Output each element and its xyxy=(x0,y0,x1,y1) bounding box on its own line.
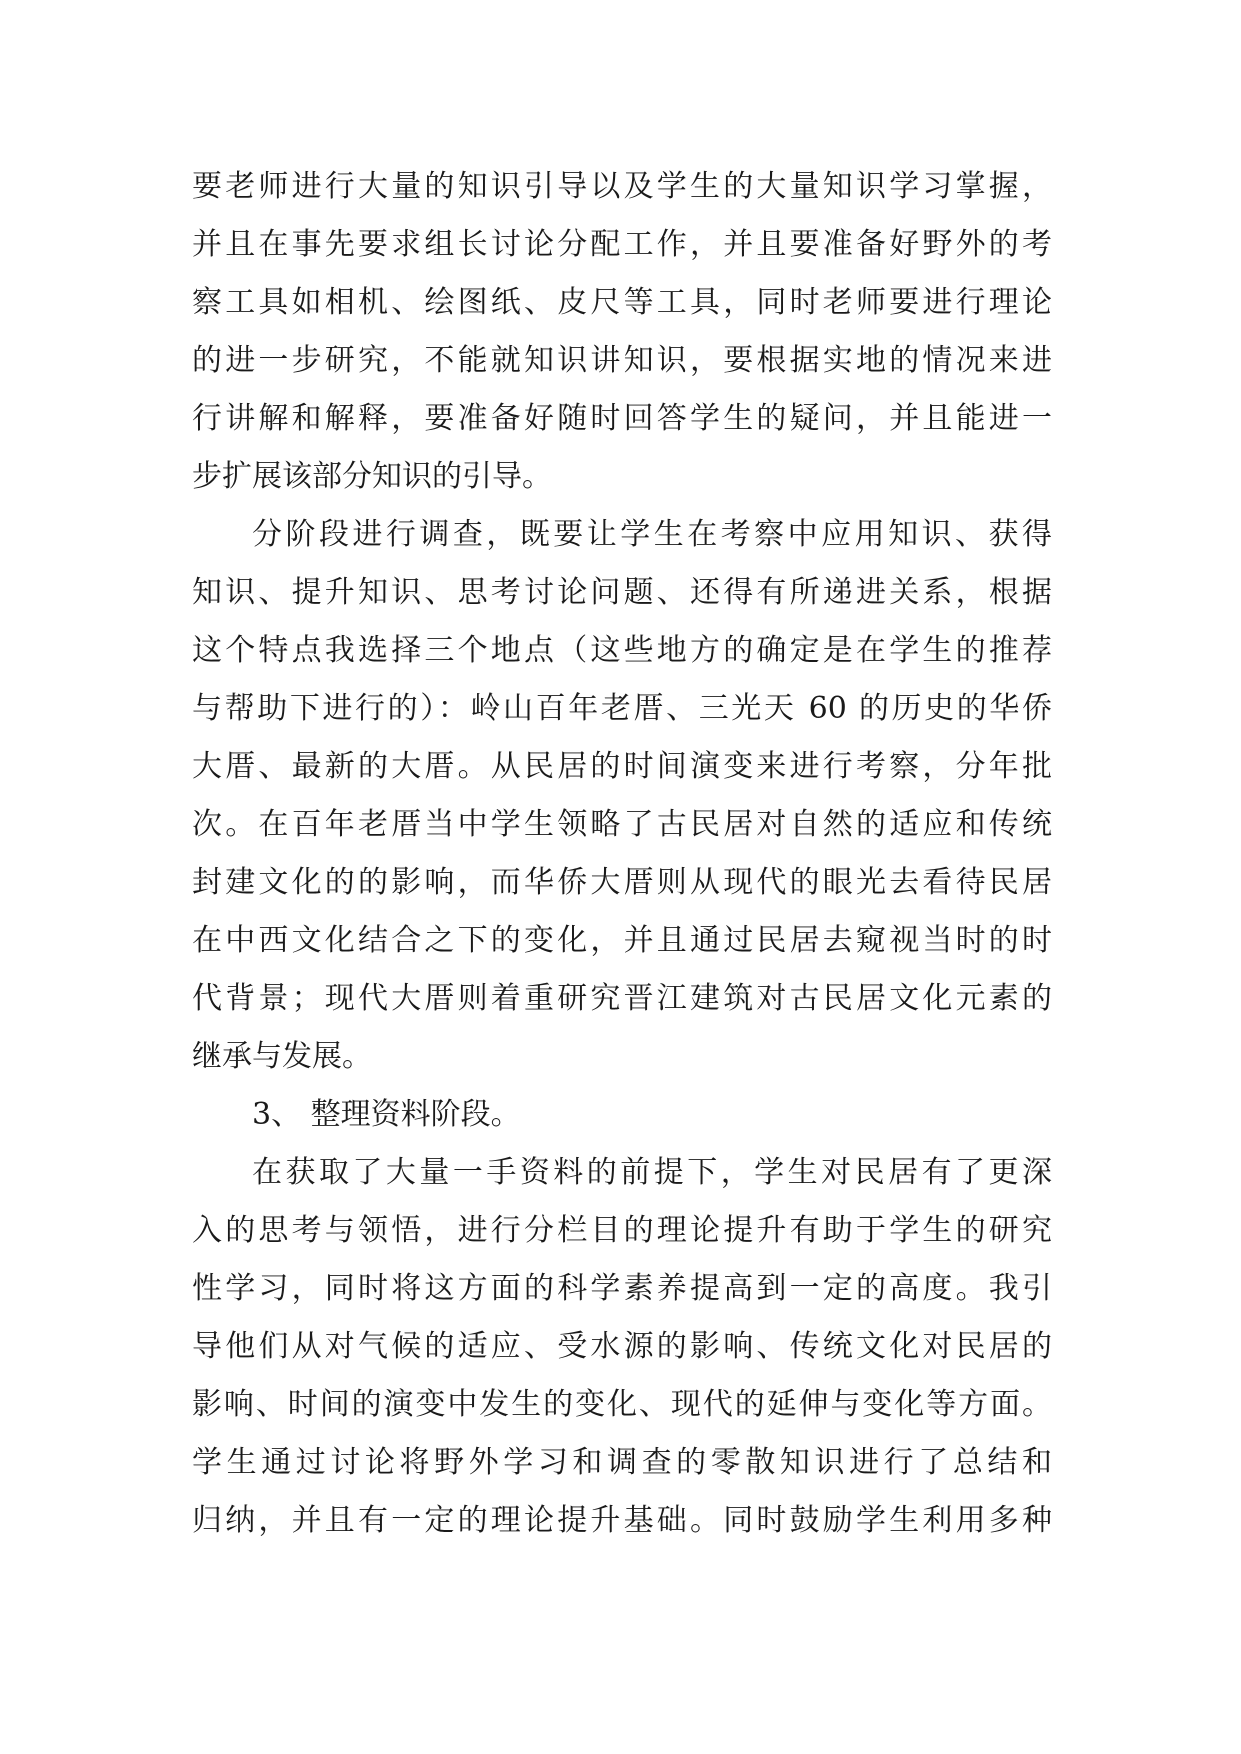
text-line: 知识、提升知识、思考讨论问题、还得有所递进关系，根据 xyxy=(192,575,1052,610)
text-line: 步扩展该部分知识的引导。 xyxy=(192,459,552,494)
text-line: 的进一步研究，不能就知识讲知识，要根据实地的情况来进 xyxy=(192,343,1052,378)
text-line: 影响、时间的演变中发生的变化、现代的延伸与变化等方面。 xyxy=(192,1387,1052,1422)
text-line: 这个特点我选择三个地点（这些地方的确定是在学生的推荐 xyxy=(192,633,1052,668)
text-line: 察工具如相机、绘图纸、皮尺等工具，同时老师要进行理论 xyxy=(192,285,1052,320)
text-line: 并且在事先要求组长讨论分配工作，并且要准备好野外的考 xyxy=(192,227,1052,262)
text-line: 继承与发展。 xyxy=(192,1039,372,1074)
text-line: 导他们从对气候的适应、受水源的影响、传统文化对民居的 xyxy=(192,1329,1052,1364)
text-line: 归纳，并且有一定的理论提升基础。同时鼓励学生利用多种 xyxy=(192,1503,1052,1538)
text-line: 性学习，同时将这方面的科学素养提高到一定的高度。我引 xyxy=(192,1271,1052,1306)
paragraph-1 xyxy=(192,158,1052,506)
text-line: 大厝、最新的大厝。从民居的时间演变来进行考察，分年批 xyxy=(192,749,1052,784)
body-text xyxy=(192,158,1052,1550)
text-line: 代背景；现代大厝则着重研究晋江建筑对古民居文化元素的 xyxy=(192,981,1052,1016)
text-line: 入的思考与领悟，进行分栏目的理论提升有助于学生的研究 xyxy=(192,1213,1052,1248)
text-line: 在获取了大量一手资料的前提下，学生对民居有了更深 xyxy=(252,1155,1052,1190)
text-line: 在中西文化结合之下的变化，并且通过民居去窥视当时的时 xyxy=(192,923,1052,958)
section-heading xyxy=(192,1086,1052,1144)
section-heading-text: 3、 整理资料阶段。 xyxy=(252,1097,521,1132)
text-line: 要老师进行大量的知识引导以及学生的大量知识学习掌握， xyxy=(192,169,1052,204)
paragraph-3 xyxy=(192,1144,1052,1550)
text-line: 封建文化的的影响，而华侨大厝则从现代的眼光去看待民居 xyxy=(192,865,1052,900)
text-line: 次。在百年老厝当中学生领略了古民居对自然的适应和传统 xyxy=(192,807,1052,842)
text-line: 学生通过讨论将野外学习和调查的零散知识进行了总结和 xyxy=(192,1445,1052,1480)
text-line: 分阶段进行调查，既要让学生在考察中应用知识、获得 xyxy=(252,517,1052,552)
text-line: 与帮助下进行的）：岭山百年老厝、三光天 60 的历史的华侨 xyxy=(192,691,1052,726)
text-line: 行讲解和解释，要准备好随时回答学生的疑问，并且能进一 xyxy=(192,401,1052,436)
paragraph-2 xyxy=(192,506,1052,1086)
